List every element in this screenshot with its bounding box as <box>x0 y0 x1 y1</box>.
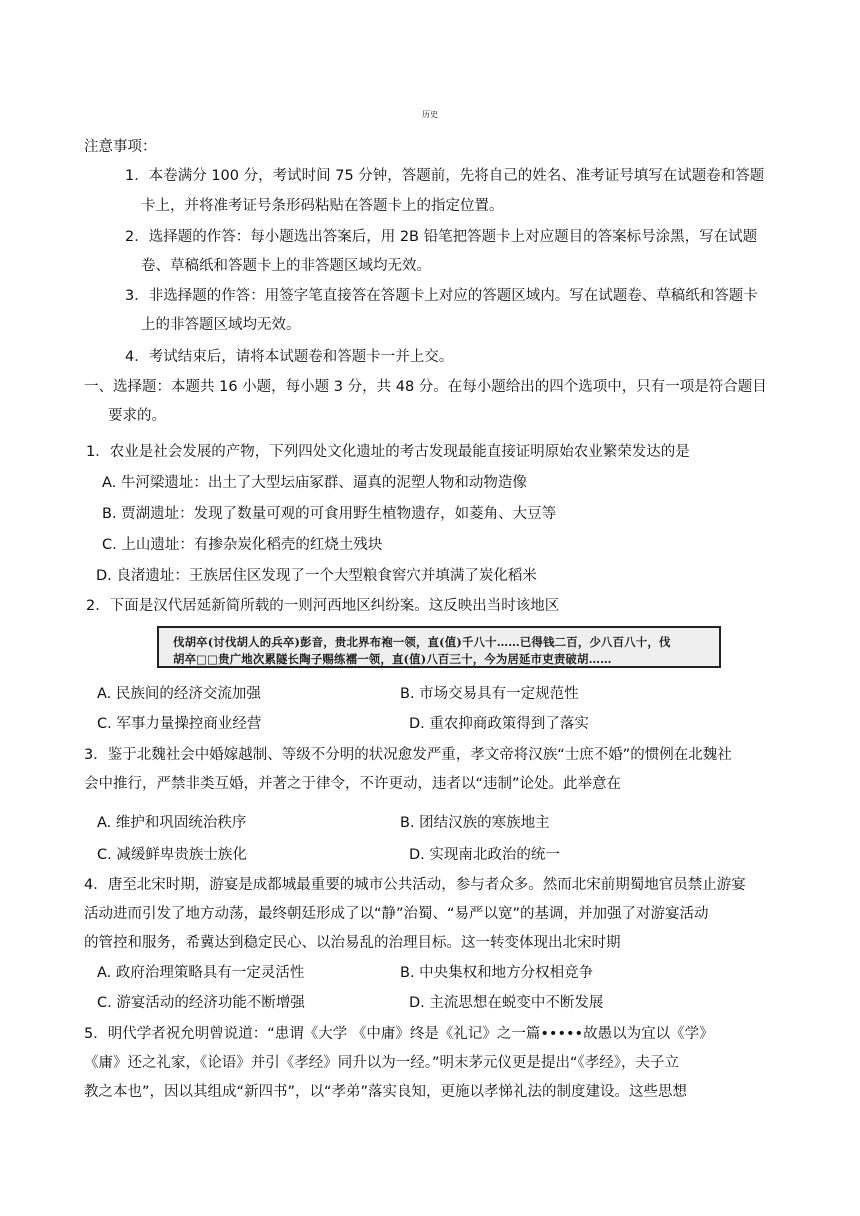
question-5-line-2: 《庸》还之礼家，《论语》并引《孝经》同升以为一经。”明末茅元仪更是提出“《孝经》，夫子立 <box>84 1055 680 1071</box>
slip-line-1: 伐胡卒(讨伐胡人的兵卒)彭音，贵北界布袍一领，直(值)千八十……已得钱二百，少八百八十，伐 <box>173 635 671 649</box>
notice-item-1-line-1: 1．本卷满分 100 分，考试时间 75 分钟，答题前，先将自己的姓名、准考证号填写在试题卷和答题 <box>125 168 765 184</box>
question-5-line-1: 5．明代学者祝允明曾说道：“患谓《大学 《中庸》终是《礼记》之一篇•••••故愚以为宜以《学》 <box>84 1026 714 1042</box>
question-4-option-d: D. 主流思想在蜕变中不断发展 <box>409 995 604 1011</box>
question-2-option-a: A. 民族间的经济交流加强 <box>97 686 261 702</box>
question-1-stem: 1．农业是社会发展的产物，下列四处文化遗址的考古发现最能直接证明原始农业繁荣发达的是 <box>86 444 690 460</box>
notice-item-3-line-1: 3．非选择题的作答：用签字笔直接答在答题卡上对应的答题区域内。写在试题卷、草稿纸和答题卡 <box>125 288 758 304</box>
page-title: 历史 <box>422 110 438 119</box>
question-4-line-1: 4．唐至北宋时期，游宴是成都城最重要的城市公共活动，参与者众多。然而北宋前期蜀地官员禁止游宴 <box>84 877 746 893</box>
notice-item-4-line-1: 4．考试结束后，请将本试题卷和答题卡一并上交。 <box>125 349 454 365</box>
question-2-option-d: D. 重农抑商政策得到了落实 <box>409 716 589 732</box>
question-3-option-b: B. 团结汉族的寒族地主 <box>400 815 550 831</box>
question-1-option-c: C. 上山遗址：有掺杂炭化稻壳的红烧土残块 <box>102 537 383 553</box>
question-4-line-2: 活动进而引发了地方动荡，最终朝廷形成了以“静”治蜀、“易严以宽”的基调，并加强了对游宴活动 <box>84 906 709 922</box>
question-1-option-b: B. 贾湖遗址：发现了数量可观的可食用野生植物遗存，如菱角、大豆等 <box>102 506 557 522</box>
notice-item-2-line-1: 2．选择题的作答：每小题选出答案后，用 2B 铅笔把答题卡上对应题目的答案标号涂黑，写在试题 <box>125 229 758 245</box>
slip-line-2: 胡卒□□贵广地次累隧长陶子赐练襦一领，直(值)八百三十，今为居延市吏责破胡…… <box>173 652 612 666</box>
question-4-option-a: A. 政府治理策略具有一定灵活性 <box>97 965 305 981</box>
notice-item-2-line-2: 卷、草稿纸和答题卡上的非答题区域均无效。 <box>141 258 431 274</box>
question-3-line-1: 3．鉴于北魏社会中婚嫁越制、等级不分明的状况愈发严重，孝文帝将汉族“士庶不婚”的惯例在北魏社 <box>84 747 732 763</box>
notice-heading: 注意事项： <box>84 139 157 155</box>
notice-item-1-line-2: 卡上，并将准考证号条形码粘贴在答题卡上的指定位置。 <box>141 198 504 214</box>
question-4-option-b: B. 中央集权和地方分权相竞争 <box>400 965 594 981</box>
question-5-line-3: 教之本也”，因以其组成“新四书”，以“孝弟”落实良知，更施以孝悌礼法的制度建设。这些思想 <box>84 1084 688 1100</box>
question-2-stem: 2．下面是汉代居延新简所载的一则河西地区纠纷案。这反映出当时该地区 <box>86 598 560 614</box>
question-2-option-c: C. 军事力量操控商业经营 <box>97 716 262 732</box>
section-heading-line-2: 要求的。 <box>108 408 166 424</box>
bamboo-slip-excerpt <box>157 626 721 668</box>
section-heading-line-1: 一、选择题：本题共 16 小题，每小题 3 分，共 48 分。在每小题给出的四个选项中，只有一项是符合题目 <box>84 379 767 395</box>
question-2-option-b: B. 市场交易具有一定规范性 <box>400 686 579 702</box>
question-3-option-a: A. 维护和巩固统治秩序 <box>97 815 247 831</box>
question-4-line-3: 的管控和服务，希冀达到稳定民心、以治易乱的治理目标。这一转变体现出北宋时期 <box>84 935 621 951</box>
question-3-line-2: 会中推行，严禁非类互婚，并著之于律令，不许更动，违者以“违制”论处。此举意在 <box>84 776 622 792</box>
question-3-option-d: D. 实现南北政治的统一 <box>409 847 560 863</box>
question-1-option-a: A. 牛河梁遗址：出土了大型坛庙冢群、逼真的泥塑人物和动物造像 <box>102 475 527 491</box>
question-4-option-c: C. 游宴活动的经济功能不断增强 <box>97 995 305 1011</box>
question-1-option-d: D. 良渚遗址：王族居住区发现了一个大型粮食窖穴并填满了炭化稻米 <box>96 568 537 584</box>
notice-item-3-line-2: 上的非答题区域均无效。 <box>141 317 301 333</box>
question-3-option-c: C. 减缓鲜卑贵族士族化 <box>97 847 247 863</box>
